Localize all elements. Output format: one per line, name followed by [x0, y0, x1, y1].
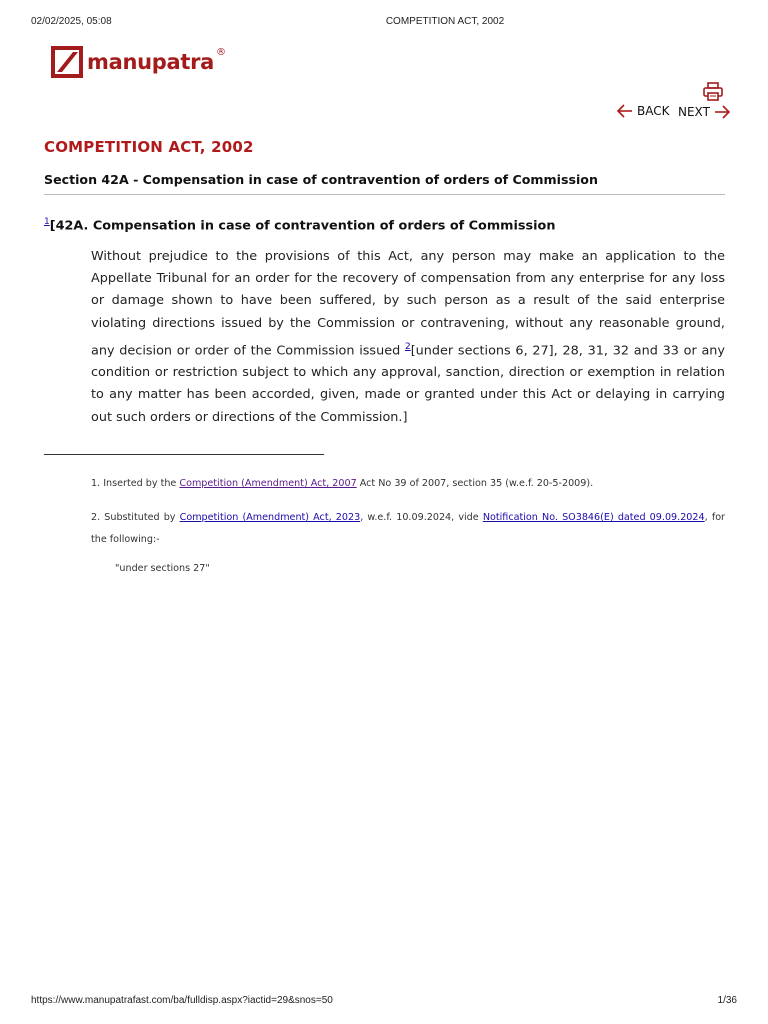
provision-heading-text: [42A. Compensation in case of contravention of orders of Commission: [49, 218, 556, 234]
manupatra-logo[interactable]: [51, 45, 226, 79]
brand-name: manupatra: [87, 50, 215, 74]
amendment-2023-link[interactable]: Competition (Amendment) Act, 2023: [179, 512, 361, 523]
footnote-2-mid: , w.e.f. 10.09.2024, vide: [360, 512, 483, 523]
footnote-ref-2[interactable]: 2: [404, 341, 411, 352]
next-label: NEXT: [678, 105, 710, 119]
footnote-ref-1[interactable]: 1: [44, 217, 50, 227]
pagination-nav: [616, 104, 728, 122]
notification-link[interactable]: Notification No. SO3846(E) dated 09.09.2024: [482, 512, 705, 523]
act-title: COMPETITION ACT, 2002: [44, 138, 254, 156]
replaced-text-quote: "under sections 27": [115, 563, 210, 574]
arrow-right-icon: [713, 105, 731, 119]
print-header: [0, 16, 768, 30]
printer-icon: [702, 82, 724, 102]
print-datetime: 02/02/2025, 05:08: [31, 16, 112, 27]
print-button[interactable]: [702, 82, 724, 102]
registered-mark: ®: [216, 46, 227, 58]
page-counter: 1/36: [717, 995, 737, 1006]
amendment-2007-link[interactable]: Competition (Amendment) Act, 2007: [179, 478, 357, 489]
next-button[interactable]: [678, 105, 731, 119]
footnote-1: [91, 473, 725, 495]
provision-heading: [44, 214, 555, 233]
footnote-1-prefix: 1. Inserted by the: [91, 478, 180, 489]
back-label: BACK: [637, 104, 670, 118]
provision-body-part1: Without prejudice to the provisions of this Act, any person may make an application to the Appellate Tribunal for an order for the recovery of compensation from any enterprise for any loss or damage shown to have been suffered, by such person as a result of the said enterprise violating directions issued by the Commission or contravening, without any reasonable ground, any decision or order of the Commission issued: [91, 249, 725, 359]
footnote-2: [91, 507, 725, 551]
print-doc-title: COMPETITION ACT, 2002: [385, 16, 505, 27]
provision-body-part2: [under sections 6, 27], 28, 31, 32 and 33 or any condition or restriction subject to which any approval, sanction, direction or exemption in relation to any matter has been accorded, given, made or granted under this Act or delaying in carrying out such orders or directions of the Commission.]: [91, 343, 725, 425]
footnote-1-suffix: Act No 39 of 2007, section 35 (w.e.f. 20-5-2009).: [356, 478, 594, 489]
back-button[interactable]: [616, 104, 669, 118]
print-url: https://www.manupatrafast.com/ba/fulldisp.aspx?iactid=29&snos=50: [31, 995, 333, 1006]
manupatra-logo-icon: [51, 46, 83, 78]
footnote-2-prefix: 2. Substituted by: [91, 512, 180, 523]
footnote-2-suffix: , for the following:-: [91, 512, 726, 545]
arrow-left-icon: [616, 104, 634, 118]
footnote-divider: [44, 454, 324, 455]
section-title: Section 42A - Compensation in case of contravention of orders of Commission: [44, 172, 725, 195]
provision-body: [91, 246, 725, 429]
print-footer: [0, 995, 768, 1009]
